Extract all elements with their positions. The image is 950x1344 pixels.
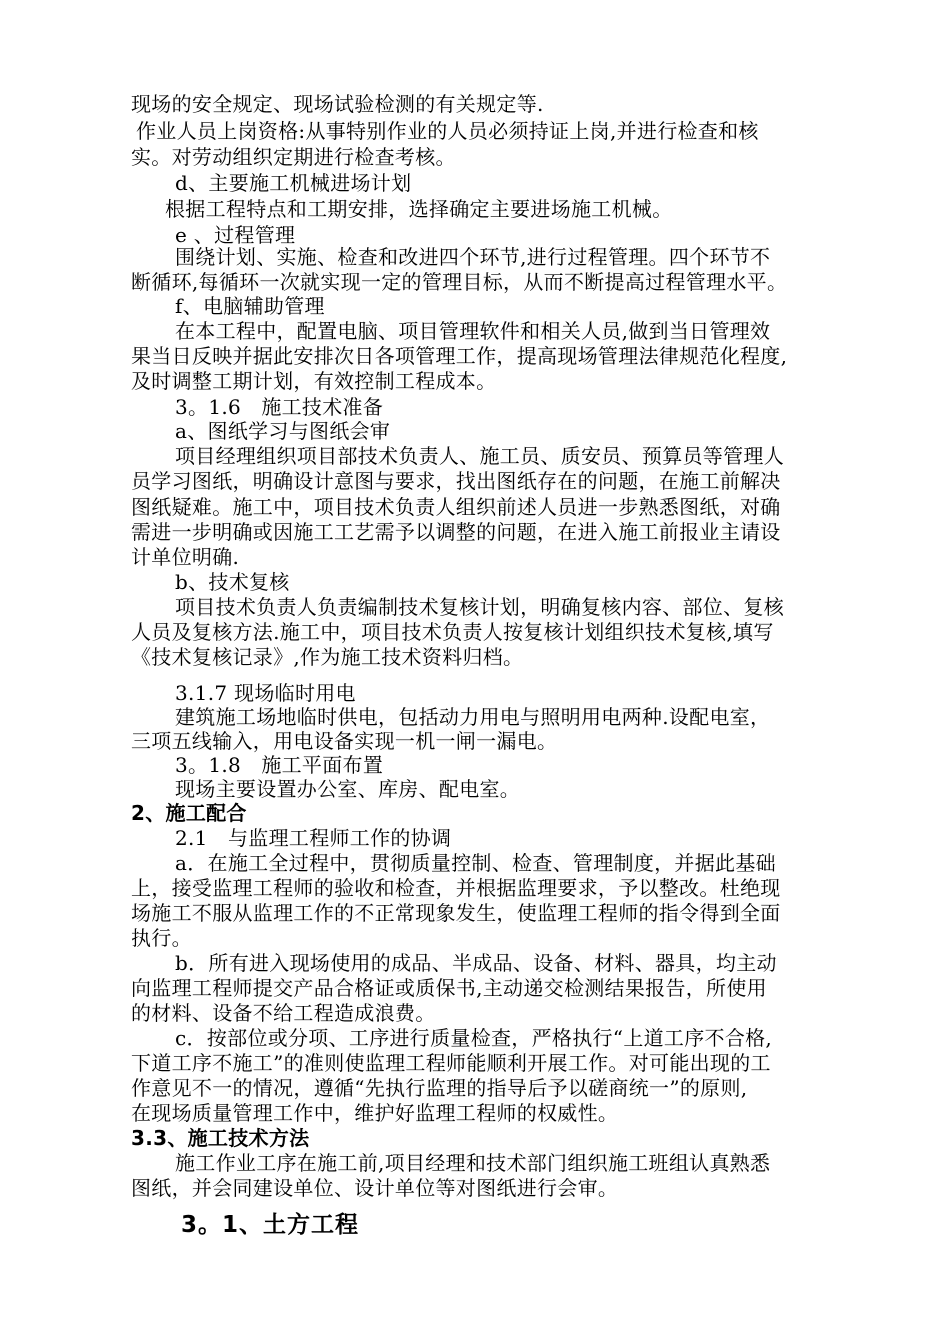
text-line: 图纸，并会同建设单位、设计单位等对图纸进行会审。: [131, 1176, 619, 1200]
subheading: f、电脑辅助管理: [175, 294, 325, 318]
text-line: a．在施工全过程中，贯彻质量控制、检查、管理制度，并据此基础: [175, 851, 776, 875]
text-line: 及时调整工期计划，有效控制工程成本。: [131, 369, 497, 393]
chapter-heading: 2、施工配合: [131, 801, 247, 825]
text-line: 在本工程中，配置电脑、项目管理软件和相关人员,做到当日管理效: [175, 319, 771, 343]
text-line: 建筑施工场地临时供电，包括动力用电与照明用电两种.设配电室，: [175, 705, 771, 729]
text-line: 项目经理组织项目部技术负责人、施工员、质安员、预算员等管理人: [175, 444, 784, 468]
text-line: 作业人员上岗资格:从事特别作业的人员必须持证上岗,并进行检查和核: [136, 119, 759, 143]
section-heading: 3。1.8 施工平面布置: [175, 753, 384, 777]
text-line: 现场主要设置办公室、库房、配电室。: [175, 777, 521, 801]
text-line: 下道工序不施工”的准则使监理工程师能顺利开展工作。对可能出现的工: [131, 1051, 771, 1075]
section-heading: 2.1 与监理工程师工作的协调: [175, 826, 452, 850]
text-line: 员学习图纸，明确设计意图与要求，找出图纸存在的问题，在施工前解决: [131, 469, 781, 493]
text-line: 三项五线输入，用电设备实现一机一闸一漏电。: [131, 729, 558, 753]
text-line: 的材料、设备不给工程造成浪费。: [131, 1001, 436, 1025]
chapter-heading: 3.3、施工技术方法: [131, 1126, 310, 1150]
text-line: 计单位明确.: [131, 545, 240, 569]
text-line: c．按部位或分项、工序进行质量检查，严格执行“上道工序不合格,: [175, 1026, 773, 1050]
section-title-large: 3。1、土方工程: [181, 1212, 360, 1238]
section-heading: 3.1.7 现场临时用电: [175, 681, 356, 705]
section-heading: 3。1.6 施工技术准备: [175, 395, 384, 419]
text-line: 《技术复核记录》,作为施工技术资料归档。: [131, 645, 524, 669]
text-line: 作意见不一的情况，遵循“先执行监理的指导后予以磋商统一”的原则,: [131, 1076, 748, 1100]
text-line: b．所有进入现场使用的成品、半成品、设备、材料、器具，均主动: [175, 951, 777, 975]
text-line: 根据工程特点和工期安排，选择确定主要进场施工机械。: [165, 197, 673, 221]
text-line: 执行。: [131, 926, 192, 950]
text-line: 场施工不服从监理工作的不正常现象发生，使监理工程师的指令得到全面: [131, 901, 781, 925]
text-line: 项目技术负责人负责编制技术复核计划，明确复核内容、部位、复核: [175, 595, 784, 619]
text-line: 需进一步明确或因施工工艺需予以调整的问题，在进入施工前报业主请设: [131, 520, 781, 544]
subheading: d、主要施工机械进场计划: [175, 171, 412, 195]
text-line: 上，接受监理工程师的验收和检查，并根据监理要求，予以整改。杜绝现: [131, 876, 781, 900]
text-line: 人员及复核方法.施工中，项目技术负责人按复核计划组织技术复核,填写: [131, 620, 774, 644]
text-line: 施工作业工序在施工前,项目经理和技术部门组织施工班组认真熟悉: [175, 1151, 771, 1175]
subheading: b、技术复核: [175, 570, 290, 594]
text-line: 果当日反映并据此安排次日各项管理工作，提高现场管理法律规范化程度,: [131, 344, 788, 368]
text-line: 现场的安全规定、现场试验检测的有关规定等.: [131, 92, 544, 116]
text-line: 实。对劳动组织定期进行检查考核。: [131, 145, 456, 169]
subheading: e 、过程管理: [175, 223, 296, 247]
text-line: 图纸疑难。施工中，项目技术负责人组织前述人员进一步熟悉图纸，对确: [131, 495, 781, 519]
text-line: 向监理工程师提交产品合格证或质保书,主动递交检测结果报告，所使用: [131, 976, 767, 1000]
text-line: 断循环,每循环一次就实现一定的管理目标，从而不断提高过程管理水平。: [131, 270, 788, 294]
subheading: a、图纸学习与图纸会审: [175, 419, 391, 443]
text-line: 围绕计划、实施、检查和改进四个环节,进行过程管理。四个环节不: [175, 245, 771, 269]
text-line: 在现场质量管理工作中，维护好监理工程师的权威性。: [131, 1101, 619, 1125]
